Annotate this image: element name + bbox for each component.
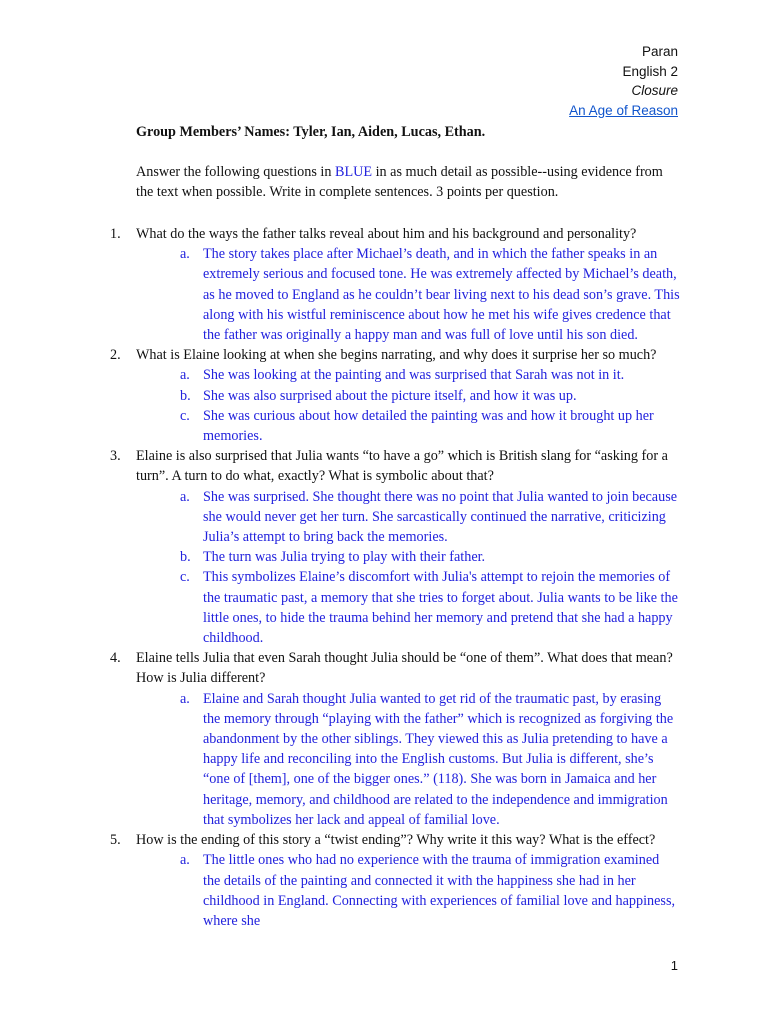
answer-item	[180, 487, 680, 548]
answer-list	[136, 850, 680, 931]
answer-text: Elaine and Sarah thought Julia wanted to get rid of the traumatic past, by erasing the memory through “playing with the father” which is recognized as forgiving the abandonment by the other siblings. They viewed this as Julia pretending to have a happy life and reconciling into the English customs. But Julia is different, she’s “one of [them], one of the bigger ones.” (118). She was born in Jamaica and her heritage, memory, and childhood are related to the independence and immigration that symbolizes her lack and appeal of familial love.	[203, 690, 674, 828]
question-item	[110, 648, 680, 830]
question-item	[110, 830, 680, 931]
student-name: Paran	[641, 44, 678, 59]
course-name: English 2	[622, 63, 678, 79]
answer-text: The story takes place after Michael’s death, and in which the father speaks in an extremely serious and focused tone. He was extremely affected by Michael’s death, as he moved to England as he couldn’t bear living next to his dead son’s grave. This along with his wistful reminiscence about how he met his wife gives credence that the father was originally a happy man and was full of love until his son died.	[203, 246, 680, 344]
answer-letter: a.	[180, 246, 190, 263]
story-title-link[interactable]: An Age of Reason	[569, 102, 678, 118]
question-text: What is Elaine looking at when she begins narrating, and why does it surprise her so much?	[136, 347, 657, 364]
instructions-text-end: in as much detail as possible--using evidence from the text when possible. Write in complete sentences. 3 points per question.	[136, 164, 663, 201]
answer-letter: c.	[180, 569, 190, 586]
answer-item	[180, 386, 680, 406]
question-number: 4.	[110, 650, 121, 667]
answer-list	[136, 244, 680, 345]
question-list	[110, 224, 680, 931]
question-number: 5.	[110, 832, 121, 849]
instructions-blue-word: BLUE	[335, 164, 373, 180]
question-text: How is the ending of this story a “twist ending”? Why write it this way? What is the effect?	[136, 832, 656, 849]
answer-letter: c.	[180, 407, 190, 424]
answer-list	[136, 365, 680, 446]
group-members-line: Group Members’ Names: Tyler, Ian, Aiden, Lucas, Ethan.	[136, 124, 486, 140]
answer-item	[180, 406, 680, 446]
question-item	[110, 446, 680, 648]
question-text: What do the ways the father talks reveal about him and his background and personality?	[136, 226, 637, 242]
answer-letter: a.	[180, 488, 190, 505]
question-text: Elaine tells Julia that even Sarah thought Julia should be “one of them”. What does that mean? How is Julia different?	[136, 650, 673, 687]
instructions-text-start: Answer the following questions in	[136, 164, 335, 180]
answer-letter: a.	[180, 367, 190, 384]
answer-item	[180, 850, 680, 931]
answer-item	[180, 547, 680, 567]
answer-text: She was also surprised about the picture itself, and how it was up.	[203, 387, 577, 404]
answer-text: She was surprised. She thought there was no point that Julia wanted to join because she would never get her turn. She sarcastically continued the narrative, criticizing Julia’s attempt to bring back the memories.	[203, 488, 678, 546]
answer-text: The little ones who had no experience with the trauma of immigration examined the details of the painting and connected it with the happiness she had in her childhood in England. Connecting with experiences of familial love and happiness, where she	[203, 852, 676, 929]
question-text: Elaine is also surprised that Julia wants “to have a go” which is British slang for “asking for a turn”. A turn to do what, exactly? What is symbolic about that?	[136, 448, 668, 485]
question-number: 1.	[110, 226, 121, 242]
page-number: 1	[670, 958, 678, 973]
answer-item	[180, 244, 680, 345]
answer-letter: b.	[180, 549, 191, 566]
answer-text: She was curious about how detailed the painting was and how it brought up her memories.	[203, 407, 654, 445]
question-number: 3.	[110, 448, 121, 465]
answer-text: This symbolizes Elaine’s discomfort with Julia's attempt to rejoin the memories of the traumatic past, a memory that she tries to forget about. Julia wants to be like the little ones, to hide the trauma behind her memory and pretend that she had a happy childhood.	[203, 569, 678, 647]
document-header	[569, 42, 678, 120]
answer-item	[180, 567, 680, 648]
unit-title: Closure	[631, 83, 678, 98]
answer-letter: b.	[180, 387, 191, 404]
answer-text: The turn was Julia trying to play with their father.	[203, 549, 486, 566]
answer-letter: a.	[180, 690, 190, 707]
question-number: 2.	[110, 347, 121, 364]
instructions-paragraph	[136, 162, 676, 202]
answer-letter: a.	[180, 852, 190, 869]
answer-list	[136, 487, 680, 649]
answer-item	[180, 365, 680, 385]
question-item	[110, 224, 680, 345]
answer-text: She was looking at the painting and was surprised that Sarah was not in it.	[203, 367, 625, 384]
answer-item	[180, 689, 680, 830]
question-item	[110, 345, 680, 446]
answer-list	[136, 689, 680, 830]
